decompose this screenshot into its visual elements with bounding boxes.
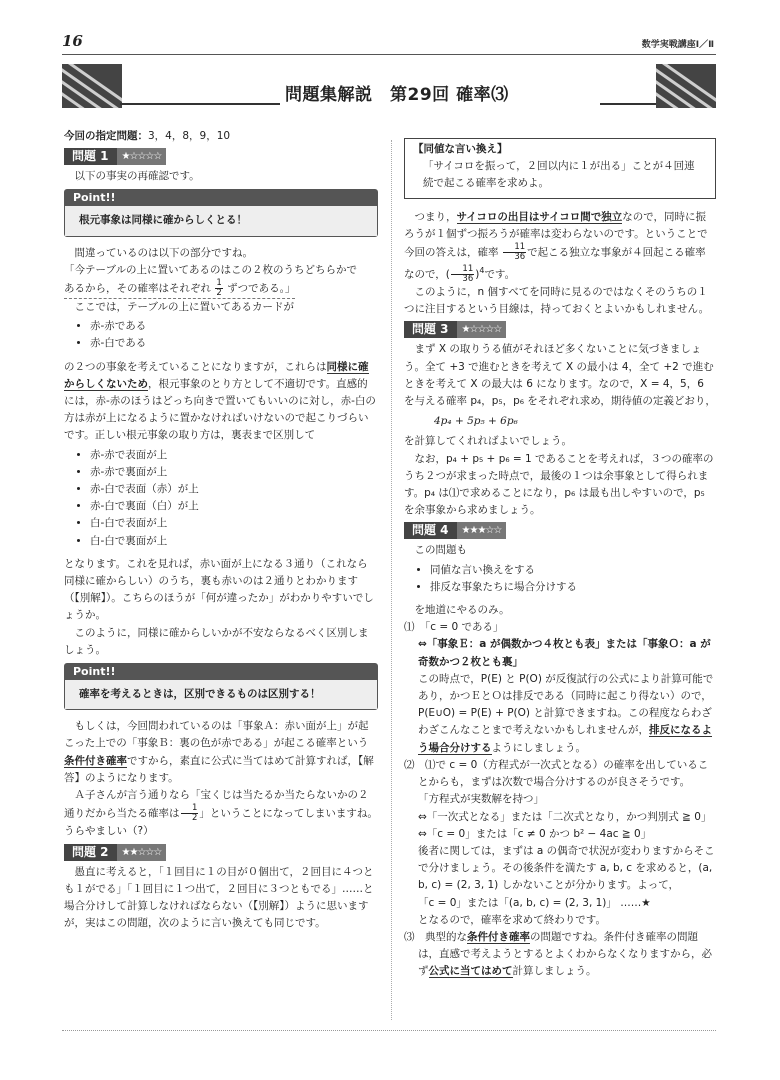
denominator: 36 — [514, 252, 526, 263]
text: の問題ですね。条件付き確率の問題は，直感で考えようとするとよくわからなくなりますから，必ず — [418, 930, 712, 978]
paragraph: このように，同様に確からしいかが不安ならなるべく区別しましょう。 — [64, 626, 369, 656]
page-title: 問題集解説 第29回 確率⑶ — [285, 85, 509, 105]
numerator: 11 — [451, 265, 474, 275]
subproblem-text: 「方程式が実数解を持つ」 — [418, 793, 544, 806]
fraction — [215, 279, 222, 298]
underlined-text: サイコロの出目はサイコロ間で独立 — [456, 210, 623, 223]
subproblem-3-heading — [404, 929, 716, 981]
problem-label: 問題 1 — [64, 148, 117, 165]
text: ようにしましょう。 — [491, 741, 586, 754]
subproblem-text: ⇔「一次式となる」または「二次式となり，かつ判別式 ≧ 0」 — [418, 810, 712, 823]
point-body: 確率を考えるときは，区別できるものは区別する！ — [65, 680, 377, 709]
rephrase-heading: 【同値な言い換え】 — [413, 143, 508, 155]
assigned-problems — [64, 128, 378, 145]
title-rule-left — [120, 103, 280, 105]
problem-label: 問題 2 — [64, 844, 117, 861]
page-number: 16 — [62, 32, 83, 50]
text: つまり， — [414, 210, 457, 223]
bullet-list — [64, 447, 378, 550]
quote-text: ずつである。」 — [227, 282, 296, 295]
list-item: • 赤-白である — [90, 335, 378, 352]
header-rule — [62, 54, 716, 55]
rephrase-body: 「サイコロを振って，２回以内に１が出る」ことが４回連続で起こる確率を求めよ。 — [423, 160, 695, 190]
text: で起こる独立な事象が４回起こる確率なので， — [404, 246, 706, 281]
difficulty-stars: ★☆☆☆☆ — [117, 148, 167, 165]
header-decoration-right — [656, 64, 716, 108]
fraction — [503, 243, 526, 262]
underlined-text: 同様に確からしくないため — [64, 360, 369, 390]
list-item: • 排反な事象たちに場合分けする — [430, 579, 716, 596]
title-rule-right — [600, 103, 656, 105]
text: Ａ子さんが言う通りなら「宝くじは当たるか当たらないかの２通りだから当たる確率は — [64, 789, 369, 820]
text: の２つの事象を考えていることになりますが，これらは — [64, 360, 327, 373]
underlined-text: 条件付き確率 — [467, 930, 530, 943]
paragraph: 間違っているのは以下の部分ですね。 — [74, 246, 253, 259]
underlined-text: 排反になるよう場合分けする — [418, 724, 712, 754]
point-body: 根元事象は同様に確からしくとる！ — [65, 206, 377, 235]
text: ，根元事象のとり方として不適切です。直感的には，赤-赤のほうはどっち向きで置いてもいいのに対し，赤-白の方は赤が上になるように置かなければいけないので起こりづらいです。正しい根元事象の取り方は，裏表まで区別して — [64, 377, 376, 442]
problem-4-tag — [404, 522, 506, 539]
problem-1-tag — [64, 148, 166, 165]
denominator: 2 — [216, 288, 222, 299]
paragraph: なお，p₄ + p₅ + p₆ = 1 であることを考えれば，３つの確率のうち２つが求まった時点で，最後の１つは余事象として得られます。p₄ は⑴で求めることになり，p₆ は最も出しやすいので，p₅ を余事象から求めましょう。 — [404, 452, 714, 517]
subproblem-2-heading: ⑵ ⑴で c = 0（方程式が一次式となる）の確率を出していることからも，まずは次数で場合分けするのが良さそうです。 — [404, 758, 709, 789]
exponent: 4 — [479, 266, 485, 276]
denominator: 36 — [462, 274, 474, 285]
quote-text: あるから，その確率はそれぞれ — [64, 282, 211, 295]
underlined-text: 条件付き確率 — [64, 754, 127, 767]
list-item: • 赤-白で表面（赤）が上 — [90, 481, 378, 498]
right-column — [404, 136, 716, 981]
subproblem-text: ⇔「事象Ｅ：a が偶数かつ４枚とも表」または「事象Ｏ：a が奇数かつ２枚とも裏」 — [418, 638, 711, 668]
underlined-text: 公式に当てはめて — [428, 965, 513, 978]
paragraph: 愚直に考えると，「１回目に１の目が０個出て，２回目に４つとも１がでる」「１回目に１つ出て，２回目に３つともでる」……と場合分けして計算しなければならない（【別解】）ように思いますが，実はこの問題，次のように言い換えても同じです。 — [64, 865, 374, 930]
rephrase-box — [404, 138, 716, 199]
left-column — [64, 128, 378, 932]
text: ですから，素直に公式に当てはめて計算すれば，【解答】のようになります。 — [64, 754, 374, 784]
bullet-list — [404, 562, 716, 596]
assigned-values: 3，4，8，9，10 — [148, 130, 231, 142]
paragraph: を地道にやるのみ。 — [414, 604, 510, 617]
paragraph: を計算してくれればよいでしょう。 — [404, 435, 572, 448]
list-item: • 赤-赤で裏面が上 — [90, 464, 378, 481]
list-item: • 白-白で表面が上 — [90, 515, 378, 532]
difficulty-stars: ★☆☆☆☆ — [457, 321, 507, 338]
paragraph: この問題も — [414, 544, 467, 557]
list-item: • 赤-赤で表面が上 — [90, 447, 378, 464]
fraction — [181, 804, 199, 823]
subproblem-text: となるので，確率を求めて終わりです。 — [418, 913, 606, 926]
subproblem-text: ⇔「c = 0」または「c ≠ 0 かつ b² − 4ac ≧ 0」 — [418, 827, 652, 840]
point-box — [64, 663, 378, 710]
problem-3-tag — [404, 321, 506, 338]
text: なので，同時に振ろうが１個ずつ振ろうが確率は変わらないのです。ということで今回の答えは，確率 — [404, 210, 708, 259]
point-heading: Point!! — [65, 190, 377, 206]
point-box — [64, 189, 378, 236]
paragraph — [64, 718, 378, 787]
denominator: 2 — [192, 813, 198, 824]
bullet-list — [64, 318, 378, 352]
text: です。 — [484, 268, 516, 281]
paragraph: ここでは，テーブルの上に置いてあるカードが — [74, 301, 295, 314]
paragraph: まず X の取りうる値がそれほど多くないことに気づきましょう。全て +3 で進むときを考えて X の最小は 4，全て +2 で進むときを考えて X の最大は 6 になります。なので，X = 4，5，6 を与える確率 p₄，p₅，p₆ をそれぞれ求め，期待値の定義どおり， — [404, 343, 716, 408]
paragraph — [64, 787, 378, 840]
list-item: • 赤-赤である — [90, 318, 378, 335]
difficulty-stars: ★★★☆☆ — [457, 522, 507, 539]
paragraph: このように，n 個すべてを同時に見るのではなくそのうちの１つに注目するという目線は，持っておくとよいかもしれません。 — [404, 286, 710, 316]
paragraph: 以下の事実の再確認です。 — [74, 170, 200, 183]
numerator: 1 — [216, 278, 222, 289]
fraction — [451, 265, 474, 284]
formula: 4p₄ + 5p₅ + 6p₆ — [434, 415, 518, 428]
problem-label: 問題 4 — [404, 522, 457, 539]
text: 計算しましょう。 — [512, 965, 597, 978]
numerator: 11 — [503, 243, 526, 253]
list-item: • 赤-白で裏面（白）が上 — [90, 498, 378, 515]
subproblem-1-heading: ⑴ 「c = 0 である」 — [404, 621, 504, 634]
point-heading: Point!! — [65, 664, 377, 680]
problem-label: 問題 3 — [404, 321, 457, 338]
subproblem-text: 後者に関しては，まずは a の偶奇で状況が変わりますからそこで分けましょう。その後条件を満たす a, b, c を求めると，(a, b, c) = (2, 3, 1) しかないことが分かります。よって， — [418, 844, 715, 892]
numerator: 1 — [181, 804, 199, 814]
footer-rule — [62, 1030, 716, 1031]
quote-line — [64, 279, 295, 299]
difficulty-stars: ★★☆☆☆ — [117, 844, 167, 861]
text: もしくは，今回問われているのは「事象Ａ：赤い面が上」が起こった上での「事象Ｂ：裏の色が赤である」が起こる確率という — [64, 720, 369, 750]
paragraph: つまり，サイコロの出目はサイコロ間で独立なので，同時に振ろうが１個ずつ振ろうが確率は変わらないのです。ということで今回の答えは，確率 $\frac{11}{36}$ で起こる独立な事象が４回起こる確率なので，( $\frac{11}{36}$ )$^4$です。 — [404, 210, 708, 285]
quote-line: 「今テーブルの上に置いてあるのはこの２枚のうちどちらかで — [64, 263, 358, 276]
subproblem-text: 「c = 0」または「(a, b, c) = (2, 3, 1)」 ……★ — [418, 896, 651, 909]
header-decoration-left — [62, 64, 122, 108]
problem-2-tag — [64, 844, 166, 861]
text: ⑶ 典型的な — [404, 930, 467, 943]
column-divider — [391, 140, 392, 1020]
assigned-label: 今回の指定問題： — [64, 130, 148, 142]
series-title: 数学実戦講座Ⅰ／Ⅱ — [641, 40, 714, 50]
list-item: • 白-白で裏面が上 — [90, 533, 378, 550]
text: 」ということになってしまいますね。うらやましい（?） — [64, 807, 378, 838]
paragraph: となります。これを見れば，赤い面が上になる３通り（これなら同様に確からしい）のうち，裏も赤いのは２通りとわかります（【別解】）。こちらのほうが「何が違ったか」がわかりやすいでしょうか。 — [64, 557, 374, 622]
paragraph — [64, 359, 378, 445]
subproblem-text — [404, 671, 716, 757]
list-item: • 同値な言い換えをする — [430, 562, 716, 579]
text: この時点で，P(E) と P(O) が反復試行の公式により計算可能であり，かつＥとＯは排反である（同時に起こり得ない）ので，P(E∪O) = P(E) + P(O) と計算できますね。この程度ならわざわざこんなことまで考えないかもしれませんが， — [418, 672, 714, 737]
